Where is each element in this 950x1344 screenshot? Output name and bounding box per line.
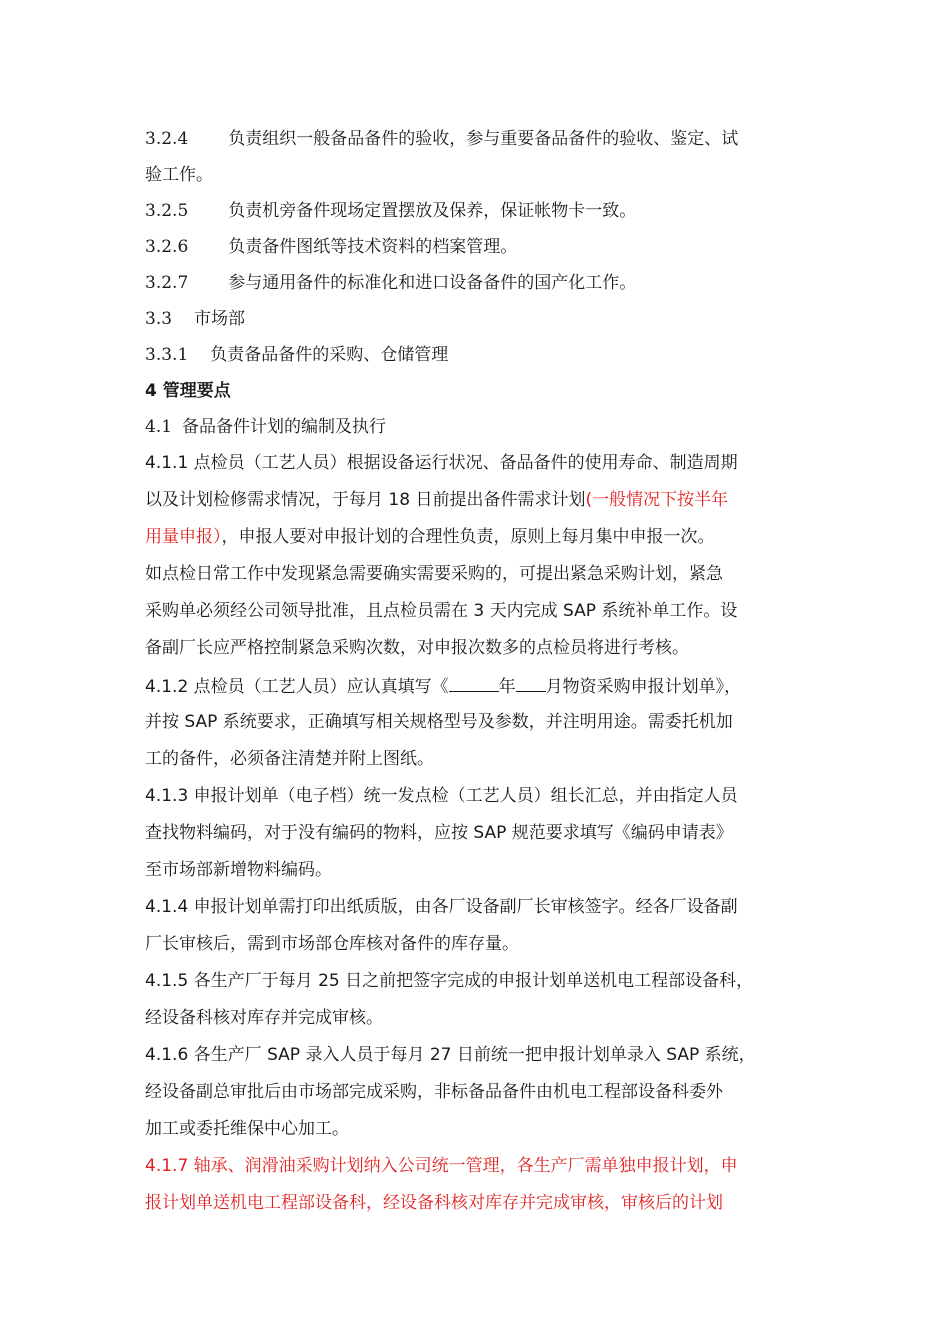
clause-text: 备副厂长应严格控制紧急采购次数，对申报次数多的点检员将进行考核。 [145,638,689,658]
clause-3-2-4 [145,128,738,150]
clause-4-1-4-line-2 [145,933,519,955]
clause-3-2-4-continued [145,164,213,186]
clause-3-3-1 [145,344,448,366]
section-number: 3.3 [145,309,173,329]
clause-4-1-2-line-3 [145,748,434,770]
clause-4-1-2-line-2 [145,711,733,733]
clause-4-1-1-line-5 [145,600,737,622]
clause-4-1-7-line-2 [145,1192,723,1214]
clause-text: 经设备副总审批后由市场部完成采购，非标备品备件由机电工程部设备科委外 [145,1082,723,1102]
clause-number: 3.3.1 [145,345,189,365]
clause-text: ，申报人要对申报计划的合理性负责，原则上每月集中申报一次。 [221,527,715,547]
section-heading: 4 管理要点 [145,381,231,401]
clause-text: 负责备件图纸等技术资料的档案管理。 [228,237,518,257]
clause-3-2-5 [145,200,636,222]
clause-4-1-3-line-3 [145,859,332,881]
clause-text: 厂长审核后，需到市场部仓库核对备件的库存量。 [145,934,519,954]
clause-4-1-5-line-2 [145,1007,383,1029]
clause-text: 负责备品备件的采购、仓储管理 [210,345,449,365]
clause-4-1-6-line-2 [145,1081,723,1103]
clause-4-1-6-line-3 [145,1118,349,1140]
clause-4-1-7-line-1 [145,1155,738,1177]
clause-text: 4.1.5 各生产厂于每月 25 日之前把签字完成的申报计划单送机电工程部设备科， [145,971,754,991]
clause-text: 年 [498,677,516,697]
clause-4-1-5-line-1 [145,970,753,992]
clause-number: 3.2.4 [145,129,189,149]
clause-text: 4.1.6 各生产厂 SAP 录入人员于每月 27 日前统一把申报计划单录入 SAP 系统， [145,1045,756,1065]
section-4-1 [145,416,386,438]
clause-text: 至市场部新增物料编码。 [145,860,332,880]
clause-text: 并按 SAP 系统要求，正确填写相关规格型号及参数，并注明用途。需委托机加 [145,712,733,732]
clause-4-1-4-line-1 [145,896,738,918]
clause-text: 4.1.3 申报计划单（电子档）统一发点检（工艺人员）组长汇总，并由指定人员 [145,786,738,806]
section-number: 4.1 [145,417,173,437]
clause-4-1-3-line-2 [145,822,733,844]
clause-text: 负责组织一般备品备件的验收，参与重要备品备件的验收、鉴定、试 [228,129,739,149]
clause-text: 经设备科核对库存并完成审核。 [145,1008,383,1028]
clause-4-1-1-line-3 [145,526,715,548]
month-blank-field [516,674,546,692]
section-title: 市场部 [194,309,246,329]
highlighted-text: (一般情况下按半年 [585,490,729,510]
clause-number: 3.2.5 [145,201,189,221]
clause-text: 加工或委托维保中心加工。 [145,1119,349,1139]
clause-4-1-2-line-1 [145,674,741,698]
clause-4-1-1-line-4 [145,563,723,585]
clause-text: 以及计划检修需求情况，于每月 18 日前提出备件需求计划 [145,490,586,510]
highlighted-text: 用量申报） [145,527,222,547]
clause-text: 如点检日常工作中发现紧急需要确实需要采购的，可提出紧急采购计划，紧急 [145,564,723,584]
clause-text: 4.1.2 点检员（工艺人员）应认真填写《 [145,677,449,697]
clause-4-1-1-line-6 [145,637,689,659]
section-3-3 [145,308,245,330]
clause-text: 4.1.1 点检员（工艺人员）根据设备运行状况、备品备件的使用寿命、制造周期 [145,453,738,473]
clause-3-2-7 [145,272,636,294]
highlighted-text: 报计划单送机电工程部设备科，经设备科核对库存并完成审核，审核后的计划 [145,1193,723,1213]
clause-4-1-1-line-1 [145,452,738,474]
section-title: 备品备件计划的编制及执行 [182,417,387,437]
clause-number: 3.2.7 [145,273,189,293]
clause-4-1-1-line-2 [145,489,728,511]
clause-4-1-6-line-1 [145,1044,756,1066]
clause-text: 验工作。 [145,165,213,185]
clause-text: 4.1.4 申报计划单需打印出纸质版，由各厂设备副厂长审核签字。经各厂设备副 [145,897,738,917]
clause-text: 工的备件，必须备注清楚并附上图纸。 [145,749,434,769]
clause-number: 3.2.6 [145,237,189,257]
year-blank-field [449,674,499,692]
clause-text: 参与通用备件的标准化和进口设备备件的国产化工作。 [228,273,637,293]
clause-text: 负责机旁备件现场定置摆放及保养，保证帐物卡一致。 [228,201,637,221]
clause-3-2-6 [145,236,517,258]
clause-text: 查找物料编码，对于没有编码的物料，应按 SAP 规范要求填写《编码申请表》 [145,823,733,843]
clause-text: 月物资采购申报计划单》， [545,677,742,697]
clause-text: 采购单必须经公司领导批准，且点检员需在 3 天内完成 SAP 系统补单工作。设 [145,601,738,621]
section-4-heading [145,380,231,402]
highlighted-text: 4.1.7 轴承、润滑油采购计划纳入公司统一管理，各生产厂需单独申报计划，申 [145,1156,738,1176]
clause-4-1-3-line-1 [145,785,738,807]
